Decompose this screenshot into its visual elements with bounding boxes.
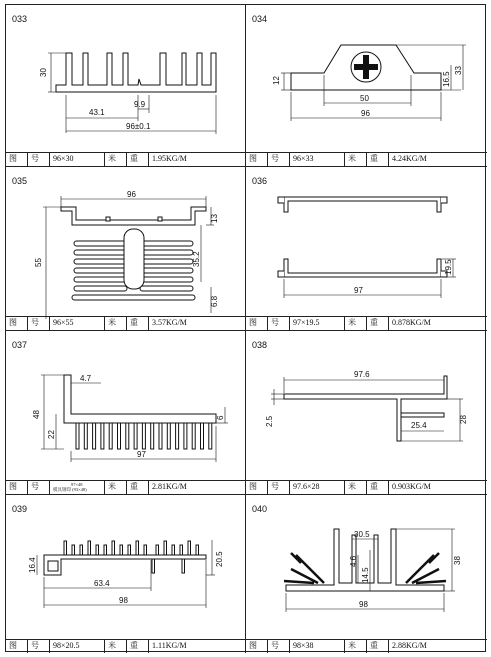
dim-48: 48	[32, 410, 41, 419]
dim-33: 33	[454, 66, 463, 75]
fin	[144, 545, 147, 555]
dim-98: 98	[119, 596, 128, 605]
fin	[109, 423, 112, 449]
fin	[72, 545, 75, 555]
catalog-sheet	[5, 4, 486, 652]
fin	[72, 295, 195, 300]
profile-drawing-038	[246, 331, 487, 483]
label-zhong: 重	[367, 153, 389, 166]
dim-43-1: 43.1	[89, 108, 105, 117]
profile-size: 97×48	[71, 482, 83, 487]
fin	[76, 423, 79, 449]
label-tu: 图	[6, 640, 28, 653]
label-zhong: 重	[127, 481, 149, 494]
profile-footer	[246, 639, 487, 653]
profile-cell-033	[6, 5, 246, 167]
dim-9-9: 9.9	[134, 100, 146, 109]
fin	[74, 277, 127, 282]
fin	[140, 250, 193, 255]
fin	[140, 268, 193, 273]
label-tu: 图	[246, 317, 268, 330]
profile-cell-040	[246, 495, 487, 653]
label-tu: 图	[246, 153, 268, 166]
dim-35-2: 35.2	[192, 251, 201, 267]
profile-size: 98×20.5	[50, 640, 105, 653]
fin	[156, 545, 159, 555]
dim-width: 96±0.1	[126, 122, 151, 131]
profile-number: 037	[12, 340, 28, 350]
label-tu: 图	[6, 481, 28, 494]
label-hao: 号	[28, 481, 50, 494]
profile-drawing-040	[246, 495, 487, 640]
fin	[164, 541, 167, 555]
label-mi: 米	[345, 317, 367, 330]
profile-weight: 2.81KG/M	[152, 482, 187, 491]
profile-weight: 4.24KG/M	[392, 154, 427, 163]
dim-4-6: 4.6	[349, 555, 358, 567]
label-hao: 号	[28, 640, 50, 653]
fin	[74, 250, 127, 255]
dim-16-5: 16.5	[442, 71, 451, 87]
dim-55: 55	[34, 258, 43, 267]
dim-2-5: 2.5	[265, 415, 274, 427]
fin	[184, 423, 187, 449]
fin	[128, 545, 131, 555]
dim-97: 97	[354, 286, 363, 295]
profile-size: 97.6×28	[290, 481, 345, 494]
fin	[140, 277, 193, 282]
fin	[118, 423, 121, 449]
dim-19-5: 19.5	[444, 259, 453, 275]
fin	[140, 259, 193, 264]
fin	[188, 541, 191, 555]
dim-13: 13	[210, 214, 219, 223]
profile-number: 035	[12, 176, 28, 186]
dim-12: 12	[272, 76, 281, 85]
profile-number: 034	[252, 14, 268, 24]
fin	[167, 423, 170, 449]
label-hao: 号	[28, 317, 50, 330]
fin	[88, 541, 91, 555]
profile-number: 033	[12, 14, 28, 24]
profile-size: 96×30	[50, 153, 105, 166]
profile-footer	[246, 316, 487, 330]
label-mi: 米	[345, 640, 367, 653]
profile-drawing-039	[6, 495, 246, 640]
profile-size-box	[50, 481, 105, 494]
fin	[136, 541, 139, 555]
dim-16-4: 16.4	[28, 557, 37, 573]
profile-drawing-033	[6, 5, 246, 155]
profile-size: 96×55	[50, 317, 105, 330]
fin	[140, 286, 193, 291]
profile-drawing-037	[6, 331, 246, 483]
label-hao: 号	[268, 153, 290, 166]
label-mi: 米	[105, 153, 127, 166]
fin	[124, 229, 144, 289]
fin	[112, 541, 115, 555]
profile-drawing-036	[246, 167, 487, 319]
dim-14-5: 14.5	[361, 567, 370, 583]
label-hao: 号	[28, 153, 50, 166]
fin	[209, 423, 212, 449]
profile-footer	[6, 480, 245, 494]
fin	[182, 559, 185, 573]
profile-size: 98×38	[290, 640, 345, 653]
dim-6-8: 6.8	[210, 295, 219, 307]
dim-50: 50	[360, 94, 369, 103]
profile-footer	[6, 316, 245, 330]
label-zhong: 重	[367, 640, 389, 653]
fin	[126, 423, 129, 449]
dim-4-7: 4.7	[80, 374, 92, 383]
label-mi: 米	[105, 481, 127, 494]
profile-cell-037	[6, 331, 246, 495]
dim-30-5: 30.5	[354, 530, 370, 539]
label-zhong: 重	[367, 481, 389, 494]
fin	[140, 241, 193, 246]
fin	[101, 423, 104, 449]
dim-97-6: 97.6	[354, 370, 370, 379]
profile-number: 038	[252, 340, 268, 350]
fin	[96, 545, 99, 555]
profile-size: 97×19.5	[290, 317, 345, 330]
fin	[74, 268, 127, 273]
label-zhong: 重	[367, 317, 389, 330]
fin	[74, 259, 127, 264]
profile-drawing-035	[6, 167, 246, 319]
profile-weight: 1.11KG/M	[152, 641, 187, 650]
dim-63-4: 63.4	[94, 579, 110, 588]
profile-number: 039	[12, 504, 28, 514]
profile-footer	[6, 639, 245, 653]
dim-25-4: 25.4	[411, 421, 427, 430]
fin	[142, 423, 145, 449]
fin	[134, 423, 137, 449]
profile-cell-034	[246, 5, 487, 167]
profile-weight: 2.88KG/M	[392, 641, 427, 650]
fin	[176, 423, 179, 449]
dim-22: 22	[47, 430, 56, 439]
fin	[74, 241, 127, 246]
fin	[172, 545, 175, 555]
dim-6: 6	[216, 415, 225, 420]
label-mi: 米	[105, 317, 127, 330]
label-mi: 米	[105, 640, 127, 653]
profile-cell-039	[6, 495, 246, 653]
profile-weight: 3.57KG/M	[152, 318, 187, 327]
dim-20-5: 20.5	[215, 551, 224, 567]
label-tu: 图	[246, 640, 268, 653]
dim-height: 30	[39, 68, 48, 77]
fin	[84, 423, 87, 449]
profile-number: 040	[252, 504, 268, 514]
fin	[180, 545, 183, 555]
fin	[104, 545, 107, 555]
profile-size-note: 模具钢印 (93×48)	[53, 487, 87, 492]
dim-98: 98	[359, 600, 368, 609]
dim-97: 97	[137, 450, 146, 459]
fin	[74, 286, 127, 291]
label-mi: 米	[345, 153, 367, 166]
profile-footer	[246, 480, 487, 494]
fin	[192, 423, 195, 449]
profile-weight: 0.903KG/M	[392, 482, 431, 491]
dim-38: 38	[453, 556, 462, 565]
fin	[93, 423, 96, 449]
label-tu: 图	[6, 317, 28, 330]
label-zhong: 重	[127, 317, 149, 330]
fin	[201, 423, 204, 449]
fin	[80, 545, 83, 555]
label-tu: 图	[6, 153, 28, 166]
fin	[64, 541, 67, 555]
fin	[152, 559, 155, 573]
profile-number: 036	[252, 176, 268, 186]
profile-footer	[6, 152, 245, 166]
profile-drawing-034	[246, 5, 487, 155]
fin	[120, 545, 123, 555]
profile-weight: 1.95KG/M	[152, 154, 187, 163]
profile-cell-036	[246, 167, 487, 331]
label-zhong: 重	[127, 153, 149, 166]
profile-footer	[246, 152, 487, 166]
profile-cell-038	[246, 331, 487, 495]
label-hao: 号	[268, 481, 290, 494]
label-hao: 号	[268, 640, 290, 653]
profile-size: 96×33	[290, 153, 345, 166]
profile-weight: 0.878KG/M	[392, 318, 431, 327]
dim-96: 96	[127, 190, 136, 199]
dim-96: 96	[361, 109, 370, 118]
dim-28: 28	[459, 415, 468, 424]
profile-cell-035	[6, 167, 246, 331]
label-tu: 图	[246, 481, 268, 494]
label-hao: 号	[268, 317, 290, 330]
label-mi: 米	[345, 481, 367, 494]
label-zhong: 重	[127, 640, 149, 653]
fin	[159, 423, 162, 449]
fin	[196, 545, 199, 555]
fin	[151, 423, 154, 449]
